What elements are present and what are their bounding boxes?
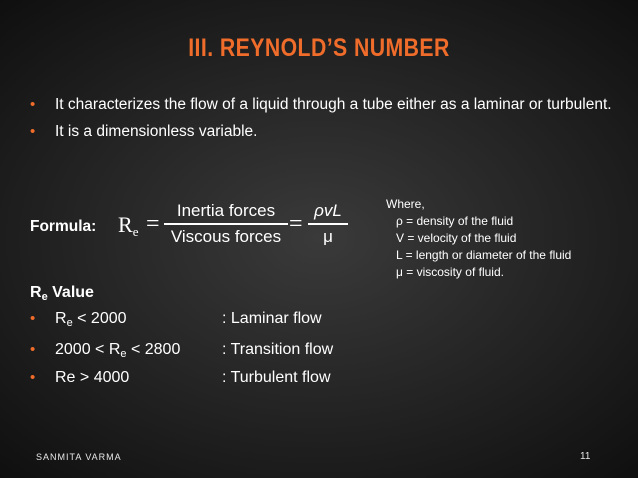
footer-author: SANMITA VARMA: [36, 452, 122, 462]
bullet-item: [30, 94, 615, 115]
bullet-marker: •: [30, 96, 36, 113]
fraction-denominator: Viscous forces: [170, 226, 282, 246]
re-condition-text: Re > 4000: [55, 369, 130, 386]
re-condition-sub: e: [120, 348, 127, 360]
flow-type: : Transition flow: [222, 341, 334, 358]
re-value-row-turbulent: [30, 369, 430, 391]
equals-sign: =: [146, 211, 160, 237]
fraction-bar: [308, 223, 348, 225]
re-condition-text: R: [55, 310, 67, 327]
bullet-text: It characterizes the flow of a liquid through a tube either as a laminar or turbulent.: [55, 96, 612, 113]
bullet-item: [30, 121, 615, 142]
fraction-denominator: μ: [323, 226, 333, 246]
re-value-row-transition: [30, 341, 430, 363]
bullet-marker: •: [30, 341, 36, 358]
formula-label: Formula:: [30, 218, 97, 235]
slide-title: III. REYNOLD’S NUMBER: [188, 34, 450, 62]
bullet-list: [30, 94, 615, 148]
re-condition-value: < 2800: [126, 341, 181, 358]
re-heading-main: R: [30, 284, 42, 301]
where-line: μ = viscosity of fluid.: [396, 265, 504, 279]
where-legend: [386, 196, 571, 281]
bullet-marker: •: [30, 369, 36, 386]
fraction-numerator: ρvL: [314, 201, 342, 220]
where-line: V = velocity of the fluid: [396, 231, 517, 245]
variables-fraction: [308, 200, 348, 247]
fraction-numerator: Inertia forces: [176, 201, 276, 220]
where-heading: Where,: [386, 197, 425, 211]
reynolds-symbol-main: R: [118, 212, 133, 237]
forces-fraction: [164, 200, 288, 247]
re-condition: [55, 341, 180, 360]
page-number: 11: [580, 451, 591, 462]
re-value-row-laminar: [30, 310, 430, 332]
re-condition-sub: e: [66, 317, 73, 329]
re-condition-value: < 2000: [72, 310, 127, 327]
re-condition: [55, 310, 127, 329]
equals-sign: =: [289, 211, 303, 237]
flow-type: : Laminar flow: [222, 310, 322, 327]
reynolds-symbol: [118, 212, 138, 240]
where-line: ρ = density of the fluid: [396, 214, 514, 228]
reynolds-symbol-sub: e: [132, 224, 139, 239]
re-condition: [55, 369, 129, 388]
bullet-text: It is a dimensionless variable.: [55, 123, 258, 140]
flow-type: : Turbulent flow: [222, 369, 331, 386]
re-heading-rest: Value: [47, 284, 94, 301]
bullet-marker: •: [30, 310, 36, 327]
bullet-marker: •: [30, 123, 36, 140]
re-heading-sub: e: [41, 291, 48, 303]
fraction-bar: [164, 223, 288, 225]
re-value-heading: [30, 284, 94, 303]
where-line: L = length or diameter of the fluid: [396, 248, 572, 262]
re-condition-text: 2000 < R: [55, 341, 121, 358]
